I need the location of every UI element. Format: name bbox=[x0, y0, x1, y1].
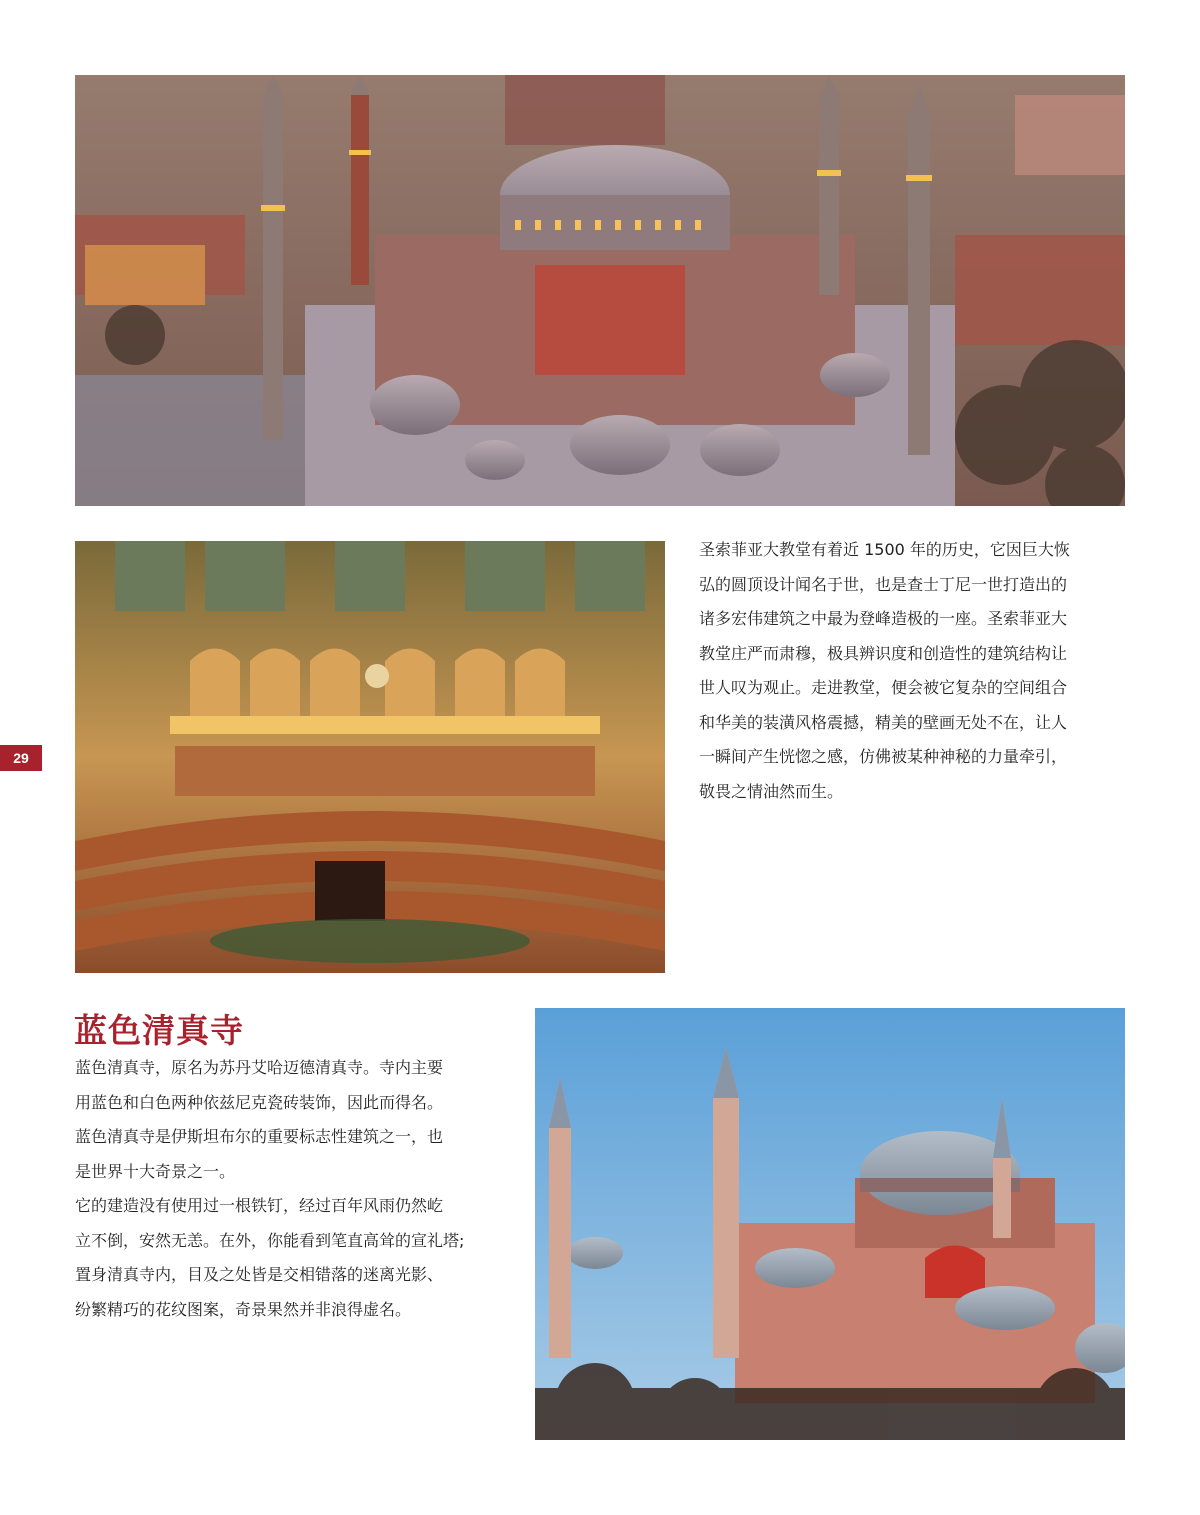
paragraph-line: 蓝色清真寺是伊斯坦布尔的重要标志性建筑之一，也 bbox=[75, 1127, 444, 1146]
paragraph-line: 纷繁精巧的花纹图案，奇景果然并非浪得虚名。 bbox=[75, 1299, 412, 1319]
paragraph-line: 诸多宏伟建筑之中最为登峰造极的一座。圣索菲亚大 bbox=[699, 609, 1068, 628]
page-number: 29 bbox=[13, 750, 29, 766]
hagia-sophia-paragraph bbox=[699, 533, 1119, 809]
paragraph-line: 世人叹为观止。走进教堂，便会被它复杂的空间组合 bbox=[699, 678, 1068, 697]
paragraph-line: 是世界十大奇景之一。 bbox=[75, 1161, 236, 1181]
page-number-badge bbox=[0, 745, 42, 771]
paragraph-line: 蓝色清真寺，原名为苏丹艾哈迈德清真寺。寺内主要 bbox=[75, 1058, 444, 1077]
mosque-blue-sky-photo bbox=[535, 1008, 1125, 1440]
paragraph-line: 立不倒，安然无恙。在外，你能看到笔直高耸的宣礼塔; bbox=[75, 1230, 465, 1250]
paragraph-line: 它的建造没有使用过一根铁钉，经过百年风雨仍然屹 bbox=[75, 1196, 444, 1215]
paragraph-line: 用蓝色和白色两种依兹尼克瓷砖装饰，因此而得名。 bbox=[75, 1092, 444, 1112]
blue-mosque-paragraph bbox=[75, 1051, 505, 1327]
paragraph-line: 圣索菲亚大教堂有着近 1500 年的历史，它因巨大恢 bbox=[699, 540, 1070, 559]
paragraph-line: 教堂庄严而肃穆，极具辨识度和创造性的建筑结构让 bbox=[699, 643, 1068, 663]
section-title-blue-mosque: 蓝色清真寺 bbox=[74, 1011, 244, 1050]
paragraph-line: 弘的圆顶设计闻名于世，也是查士丁尼一世打造出的 bbox=[699, 574, 1068, 594]
paragraph-line: 敬畏之情油然而生。 bbox=[699, 781, 844, 801]
parliament-chamber-photo bbox=[75, 541, 665, 973]
paragraph-line: 和华美的装潢风格震撼，精美的壁画无处不在，让人 bbox=[699, 712, 1068, 732]
aerial-mosque-photo bbox=[75, 75, 1125, 506]
paragraph-line: 一瞬间产生恍惚之感，仿佛被某种神秘的力量牵引， bbox=[699, 747, 1068, 766]
paragraph-line: 置身清真寺内，目及之处皆是交相错落的迷离光影、 bbox=[75, 1265, 444, 1284]
